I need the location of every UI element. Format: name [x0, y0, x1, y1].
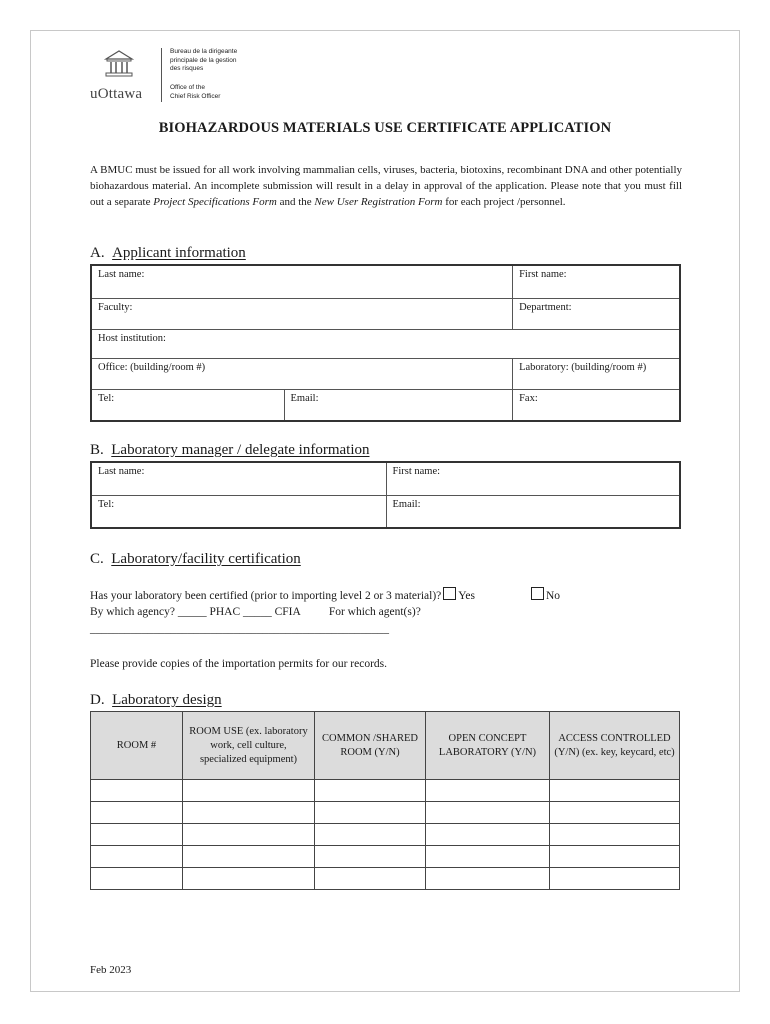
applicant-office-field[interactable]: [91, 358, 513, 389]
host-institution-label: Host institution:: [98, 332, 166, 344]
applicant-last-name-field[interactable]: [91, 265, 513, 298]
table-cell[interactable]: [183, 824, 315, 846]
header-room-use: ROOM USE (ex. laboratory work, cell culture, specialized equipment): [183, 712, 315, 780]
table-cell[interactable]: [315, 868, 426, 890]
certification-question: [90, 587, 690, 605]
certification-question-text: Has your laboratory been certified (prior to importing level 2 or 3 material)?: [90, 590, 442, 602]
table-row: [91, 780, 680, 802]
section-b-heading: [90, 442, 370, 459]
logo-wordmark: uOttawa: [90, 86, 143, 102]
office-label: Office: (building/room #): [98, 361, 206, 373]
table-cell[interactable]: [315, 824, 426, 846]
uottawa-logo: [90, 46, 290, 104]
manager-tel-label: Tel:: [98, 498, 115, 510]
table-cell[interactable]: [426, 846, 550, 868]
header-access-controlled: ACCESS CONTROLLED (Y/N) (ex. key, keycard, etc): [550, 712, 680, 780]
last-name-label: Last name:: [98, 269, 145, 280]
applicant-host-institution-field[interactable]: [91, 329, 680, 358]
first-name-label: First name:: [519, 269, 567, 280]
manager-email-label: Email:: [392, 498, 421, 510]
table-cell[interactable]: [183, 802, 315, 824]
applicant-tel-field[interactable]: [91, 389, 284, 421]
table-row: [91, 868, 680, 890]
applicant-laboratory-field[interactable]: [513, 358, 680, 389]
tel-label: Tel:: [98, 392, 115, 404]
table-cell[interactable]: [183, 868, 315, 890]
manager-last-name-label: Last name:: [98, 466, 145, 477]
email-label: Email:: [290, 392, 319, 404]
section-b-title: Laboratory manager / delegate information: [111, 442, 370, 458]
table-cell[interactable]: [183, 846, 315, 868]
section-a-letter: A.: [90, 245, 105, 261]
agents-answer-line[interactable]: ____________________________________________________: [90, 623, 389, 635]
table-cell[interactable]: [550, 780, 680, 802]
table-cell[interactable]: [550, 824, 680, 846]
manager-email-field[interactable]: [386, 495, 680, 528]
no-checkbox[interactable]: [531, 587, 544, 600]
table-cell[interactable]: [183, 780, 315, 802]
manager-first-name-field[interactable]: [386, 462, 680, 495]
table-row: [91, 824, 680, 846]
new-user-registration-form-ref: New User Registration Form: [314, 196, 443, 208]
header-common-shared-room: COMMON /SHARED ROOM (Y/N): [315, 712, 426, 780]
intro-paragraph: [90, 162, 682, 210]
footer-date: Feb 2023: [90, 964, 132, 976]
table-cell[interactable]: [426, 868, 550, 890]
table-cell[interactable]: [550, 802, 680, 824]
lab-manager-info-table: [90, 461, 681, 529]
applicant-fax-field[interactable]: [513, 389, 680, 421]
manager-tel-field[interactable]: [91, 495, 386, 528]
yes-label: Yes: [458, 590, 475, 602]
table-cell[interactable]: [91, 868, 183, 890]
department-label: Department:: [519, 301, 572, 313]
logo-divider: [161, 48, 162, 102]
table-cell[interactable]: [91, 846, 183, 868]
section-a-title: Applicant information: [112, 245, 246, 261]
table-cell[interactable]: [426, 802, 550, 824]
table-cell[interactable]: [91, 802, 183, 824]
table-cell[interactable]: [315, 802, 426, 824]
building-icon: [104, 48, 134, 78]
section-c-title: Laboratory/facility certification: [111, 551, 301, 567]
applicant-department-field[interactable]: [513, 298, 680, 329]
header-room-number: ROOM #: [91, 712, 183, 780]
office-name-en: Office of the Chief Risk Officer: [170, 84, 221, 100]
section-b-letter: B.: [90, 442, 104, 458]
table-row: [91, 802, 680, 824]
intro-text-3: for each project /personnel.: [442, 196, 566, 208]
table-cell[interactable]: [91, 824, 183, 846]
manager-first-name-label: First name:: [392, 466, 441, 477]
agency-question: [90, 604, 690, 621]
agents-question-text: For which agent(s)?: [328, 606, 421, 618]
section-d-letter: D.: [90, 692, 105, 708]
intro-text-2: and the: [276, 196, 315, 208]
table-row: [91, 846, 680, 868]
permits-note: Please provide copies of the importation permits for our records.: [90, 658, 388, 670]
table-cell[interactable]: [426, 824, 550, 846]
applicant-first-name-field[interactable]: [513, 265, 680, 298]
applicant-info-table: [90, 264, 681, 422]
table-cell[interactable]: [550, 846, 680, 868]
header-open-concept-lab: OPEN CONCEPT LABORATORY (Y/N): [426, 712, 550, 780]
table-cell[interactable]: [426, 780, 550, 802]
no-label: No: [546, 590, 561, 602]
agency-question-text: By which agency? _____ PHAC _____ CFIA: [90, 606, 301, 618]
table-cell[interactable]: [91, 780, 183, 802]
applicant-faculty-field[interactable]: [91, 298, 513, 329]
section-a-heading: [90, 245, 246, 262]
section-c-letter: C.: [90, 551, 104, 567]
fax-label: Fax:: [519, 392, 538, 404]
office-name-fr: Bureau de la dirigeante principale de la gestion des risques: [170, 48, 238, 72]
laboratory-label: Laboratory: (building/room #): [519, 361, 647, 373]
design-table-header-row: [91, 712, 680, 780]
section-d-title: Laboratory design: [112, 692, 222, 708]
section-c-heading: [90, 551, 301, 568]
table-cell[interactable]: [315, 780, 426, 802]
laboratory-design-table: [90, 711, 680, 890]
table-cell[interactable]: [550, 868, 680, 890]
document-title: BIOHAZARDOUS MATERIALS USE CERTIFICATE APPLICATION: [158, 120, 612, 136]
applicant-email-field[interactable]: [284, 389, 513, 421]
yes-checkbox[interactable]: [443, 587, 456, 600]
project-specifications-form-ref: Project Specifications Form: [153, 196, 277, 208]
manager-last-name-field[interactable]: [91, 462, 386, 495]
intro-text-1: A BMUC must be issued for all work involving mammalian cells, viruses, bacteria, biotoxins, recombinant DNA and other potentially biohazardous material. An incomplete submission will result in a delay in approval of the application. Please note that you must fill out a separate: [90, 164, 682, 208]
table-cell[interactable]: [315, 846, 426, 868]
faculty-label: Faculty:: [98, 301, 133, 313]
section-d-heading: [90, 692, 222, 709]
